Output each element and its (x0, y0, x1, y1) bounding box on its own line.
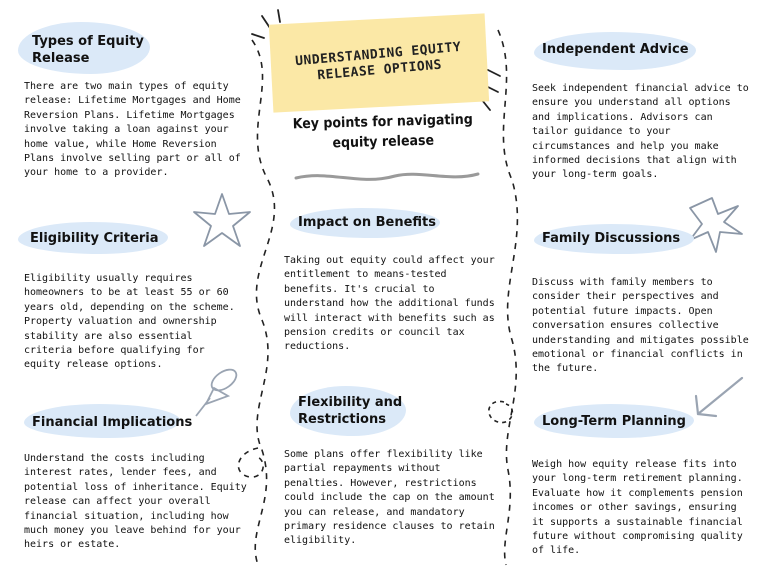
eligibility-heading: Eligibility Criteria (30, 231, 159, 246)
planning-heading: Long-Term Planning (542, 414, 686, 429)
page-subtitle: Key points for navigating equity release (292, 111, 473, 152)
advice-body: Seek independent financial advice to ensure you understand all options and implications. Advisors can tailor guidance to your circumstances and help you make informed decisions that align with your long-term goals. (532, 83, 749, 181)
types-heading: Types of Equity Release (32, 34, 144, 66)
arrow-icon (696, 378, 742, 416)
family-heading: Family Discussions (542, 231, 681, 246)
flexibility-body: Some plans offer flexibility like partial repayments without penalties. However, restrictions could include the cap on the amount you can release, and mandatory primary residence clauses to retain eligibility. (284, 449, 495, 547)
financial-heading: Financial Implications (32, 415, 193, 430)
benefits-heading: Impact on Benefits (298, 215, 437, 230)
planning-body: Weigh how equity release fits into your long-term retirement planning. Evaluate how it complements pension incomes or other savings, ensuring it supports a sustainable financial future without compromising quality of life. (532, 459, 743, 557)
financial-body: Understand the costs including interest rates, lender fees, and potential loss of inheritance. Equity release can affect your overall financial situation, including how much money you leave behind for your heirs or estate. (24, 453, 247, 551)
star-outline-icon (194, 194, 250, 246)
eligibility-body: Eligibility usually requires homeowners to be at least 55 or 60 years old, depending on the scheme. Property valuation and ownership stability are also essential criteria before qualifying for equity release options. (24, 273, 235, 371)
flexibility-heading: Flexibility and Restrictions (298, 395, 403, 427)
benefits-body: Taking out equity could affect your entitlement to means-tested benefits. It's crucial to understand how the additional funds will interact with benefits such as pension credits or council tax reductions. (284, 255, 495, 353)
right-dashed-loop (489, 401, 513, 422)
right-dashed-divider (498, 30, 517, 565)
pushpin-icon (196, 365, 240, 416)
left-dashed-divider (252, 40, 274, 565)
squiggle-underline (296, 174, 478, 179)
family-body: Discuss with family members to consider their perspectives and potential future impacts. Open conversation ensures collective understanding and mitigates possible emotional or financial conflicts in the future. (532, 277, 749, 375)
types-body: There are two main types of equity release: Lifetime Mortgages and Home Reversion Plans. Lifetime Mortgages involve taking a loan against your home value, while Home Reversion Plans involve selling part or all of your home to a provider. (24, 81, 241, 179)
advice-heading: Independent Advice (542, 42, 689, 57)
page-title: UNDERSTANDING EQUITY RELEASE OPTIONS (294, 39, 462, 84)
